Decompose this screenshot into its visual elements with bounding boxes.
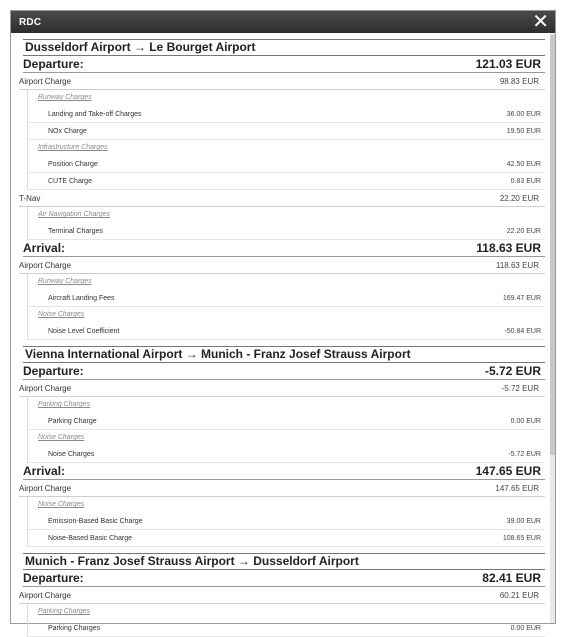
charge-group-link[interactable]: Parking Charges <box>27 397 545 413</box>
charge-label: Noise-Based Basic Charge <box>48 534 133 542</box>
section-label: Departure: <box>23 364 84 378</box>
dialog-title: RDC <box>19 16 42 28</box>
charge-row <box>19 480 545 497</box>
charge-amount: 42.50 EUR <box>506 160 541 168</box>
charge-item-row <box>27 620 545 637</box>
charge-group-link[interactable]: Noise Charges <box>27 497 545 513</box>
section-total: 147.65 EUR <box>475 464 541 478</box>
charge-amount: 108.65 EUR <box>502 534 541 542</box>
charge-item-row <box>27 223 545 240</box>
charge-item-row <box>27 290 545 307</box>
charge-label: Aircraft Landing Fees <box>48 294 115 302</box>
charge-amount: 22.20 EUR <box>506 227 541 235</box>
charge-group-link[interactable]: Runway Charges <box>27 90 545 106</box>
charge-item-row <box>27 413 545 430</box>
close-icon[interactable]: ✕ <box>532 11 549 33</box>
section-header <box>23 240 545 257</box>
charge-amount: 60.21 EUR <box>499 590 539 600</box>
charge-group-link[interactable]: Parking Charges <box>27 604 545 620</box>
rdc-dialog <box>10 10 556 632</box>
charge-item-row <box>27 156 545 173</box>
charge-row <box>19 380 545 397</box>
charge-group-link[interactable]: Noise Charges <box>27 307 545 323</box>
charge-item-row <box>27 446 545 463</box>
charge-row <box>19 257 545 274</box>
charge-item-row <box>27 123 545 140</box>
dialog-titlebar <box>11 11 555 33</box>
charge-item-row <box>27 173 545 190</box>
section-header <box>23 363 545 380</box>
charge-item-row <box>27 106 545 123</box>
charge-item-row <box>27 513 545 530</box>
charge-amount: -5.72 EUR <box>508 450 541 458</box>
charge-amount: -50.84 EUR <box>504 327 541 335</box>
charge-amount: 0.83 EUR <box>510 177 541 185</box>
charge-label: Landing and Take-off Charges <box>48 110 142 118</box>
section-total: 121.03 EUR <box>475 57 541 71</box>
charge-label: Noise Charges <box>48 450 95 458</box>
charge-row <box>19 190 545 207</box>
route-header: Munich - Franz Josef Strauss Airport → Dusseldorf Airport <box>23 553 545 570</box>
charge-label: Position Charge <box>48 160 98 168</box>
charge-row <box>19 587 545 604</box>
charge-group-link[interactable]: Infrastructure Charges <box>27 140 545 156</box>
section-header <box>23 463 545 480</box>
charge-label: CUTE Charge <box>48 177 92 185</box>
charge-amount: -5.72 EUR <box>501 383 539 393</box>
charge-group-link[interactable]: Runway Charges <box>27 274 545 290</box>
section-header <box>23 570 545 587</box>
route-header: Vienna International Airport → Munich - Franz Josef Strauss Airport <box>23 346 545 363</box>
charge-item-row <box>27 530 545 547</box>
charge-label: Terminal Charges <box>48 227 103 235</box>
charge-label: Parking Charges <box>48 624 101 632</box>
section-label: Arrival: <box>23 241 66 255</box>
charge-label: T-Nav <box>19 193 41 203</box>
section-label: Arrival: <box>23 464 66 478</box>
charge-label: Airport Charge <box>19 483 72 493</box>
charge-label: Airport Charge <box>19 260 72 270</box>
charge-amount: 22.20 EUR <box>499 193 539 203</box>
scrollbar[interactable] <box>550 33 555 623</box>
charges-list[interactable] <box>11 39 555 637</box>
charge-amount: 0.00 EUR <box>510 624 541 632</box>
charge-row <box>19 73 545 90</box>
section-total: 82.41 EUR <box>482 571 541 585</box>
charge-item-row <box>27 323 545 340</box>
charge-amount: 147.65 EUR <box>495 483 539 493</box>
charge-label: Airport Charge <box>19 383 72 393</box>
charge-amount: 98.83 EUR <box>499 76 539 86</box>
charge-amount: 19.50 EUR <box>506 127 541 135</box>
charge-group-link[interactable]: Air Navigation Charges <box>27 207 545 223</box>
section-total: -5.72 EUR <box>484 364 541 378</box>
charge-amount: 39.00 EUR <box>506 517 541 525</box>
charge-label: NOx Charge <box>48 127 87 135</box>
scrollbar-thumb[interactable] <box>550 35 555 455</box>
section-header <box>23 56 545 73</box>
section-label: Departure: <box>23 57 84 71</box>
charge-label: Parking Charge <box>48 417 97 425</box>
charge-group-link[interactable]: Noise Charges <box>27 430 545 446</box>
charge-amount: 0.00 EUR <box>510 417 541 425</box>
charge-amount: 169.47 EUR <box>502 294 541 302</box>
charge-label: Airport Charge <box>19 76 72 86</box>
section-label: Departure: <box>23 571 84 585</box>
charge-amount: 118.63 EUR <box>496 260 539 270</box>
charge-label: Airport Charge <box>19 590 72 600</box>
route-header: Dusseldorf Airport → Le Bourget Airport <box>23 39 545 56</box>
charge-label: Emission-Based Basic Charge <box>48 517 143 525</box>
charge-amount: 36.00 EUR <box>506 110 541 118</box>
section-total: 118.63 EUR <box>476 241 541 255</box>
charge-label: Noise Level Coefficient <box>48 327 120 335</box>
